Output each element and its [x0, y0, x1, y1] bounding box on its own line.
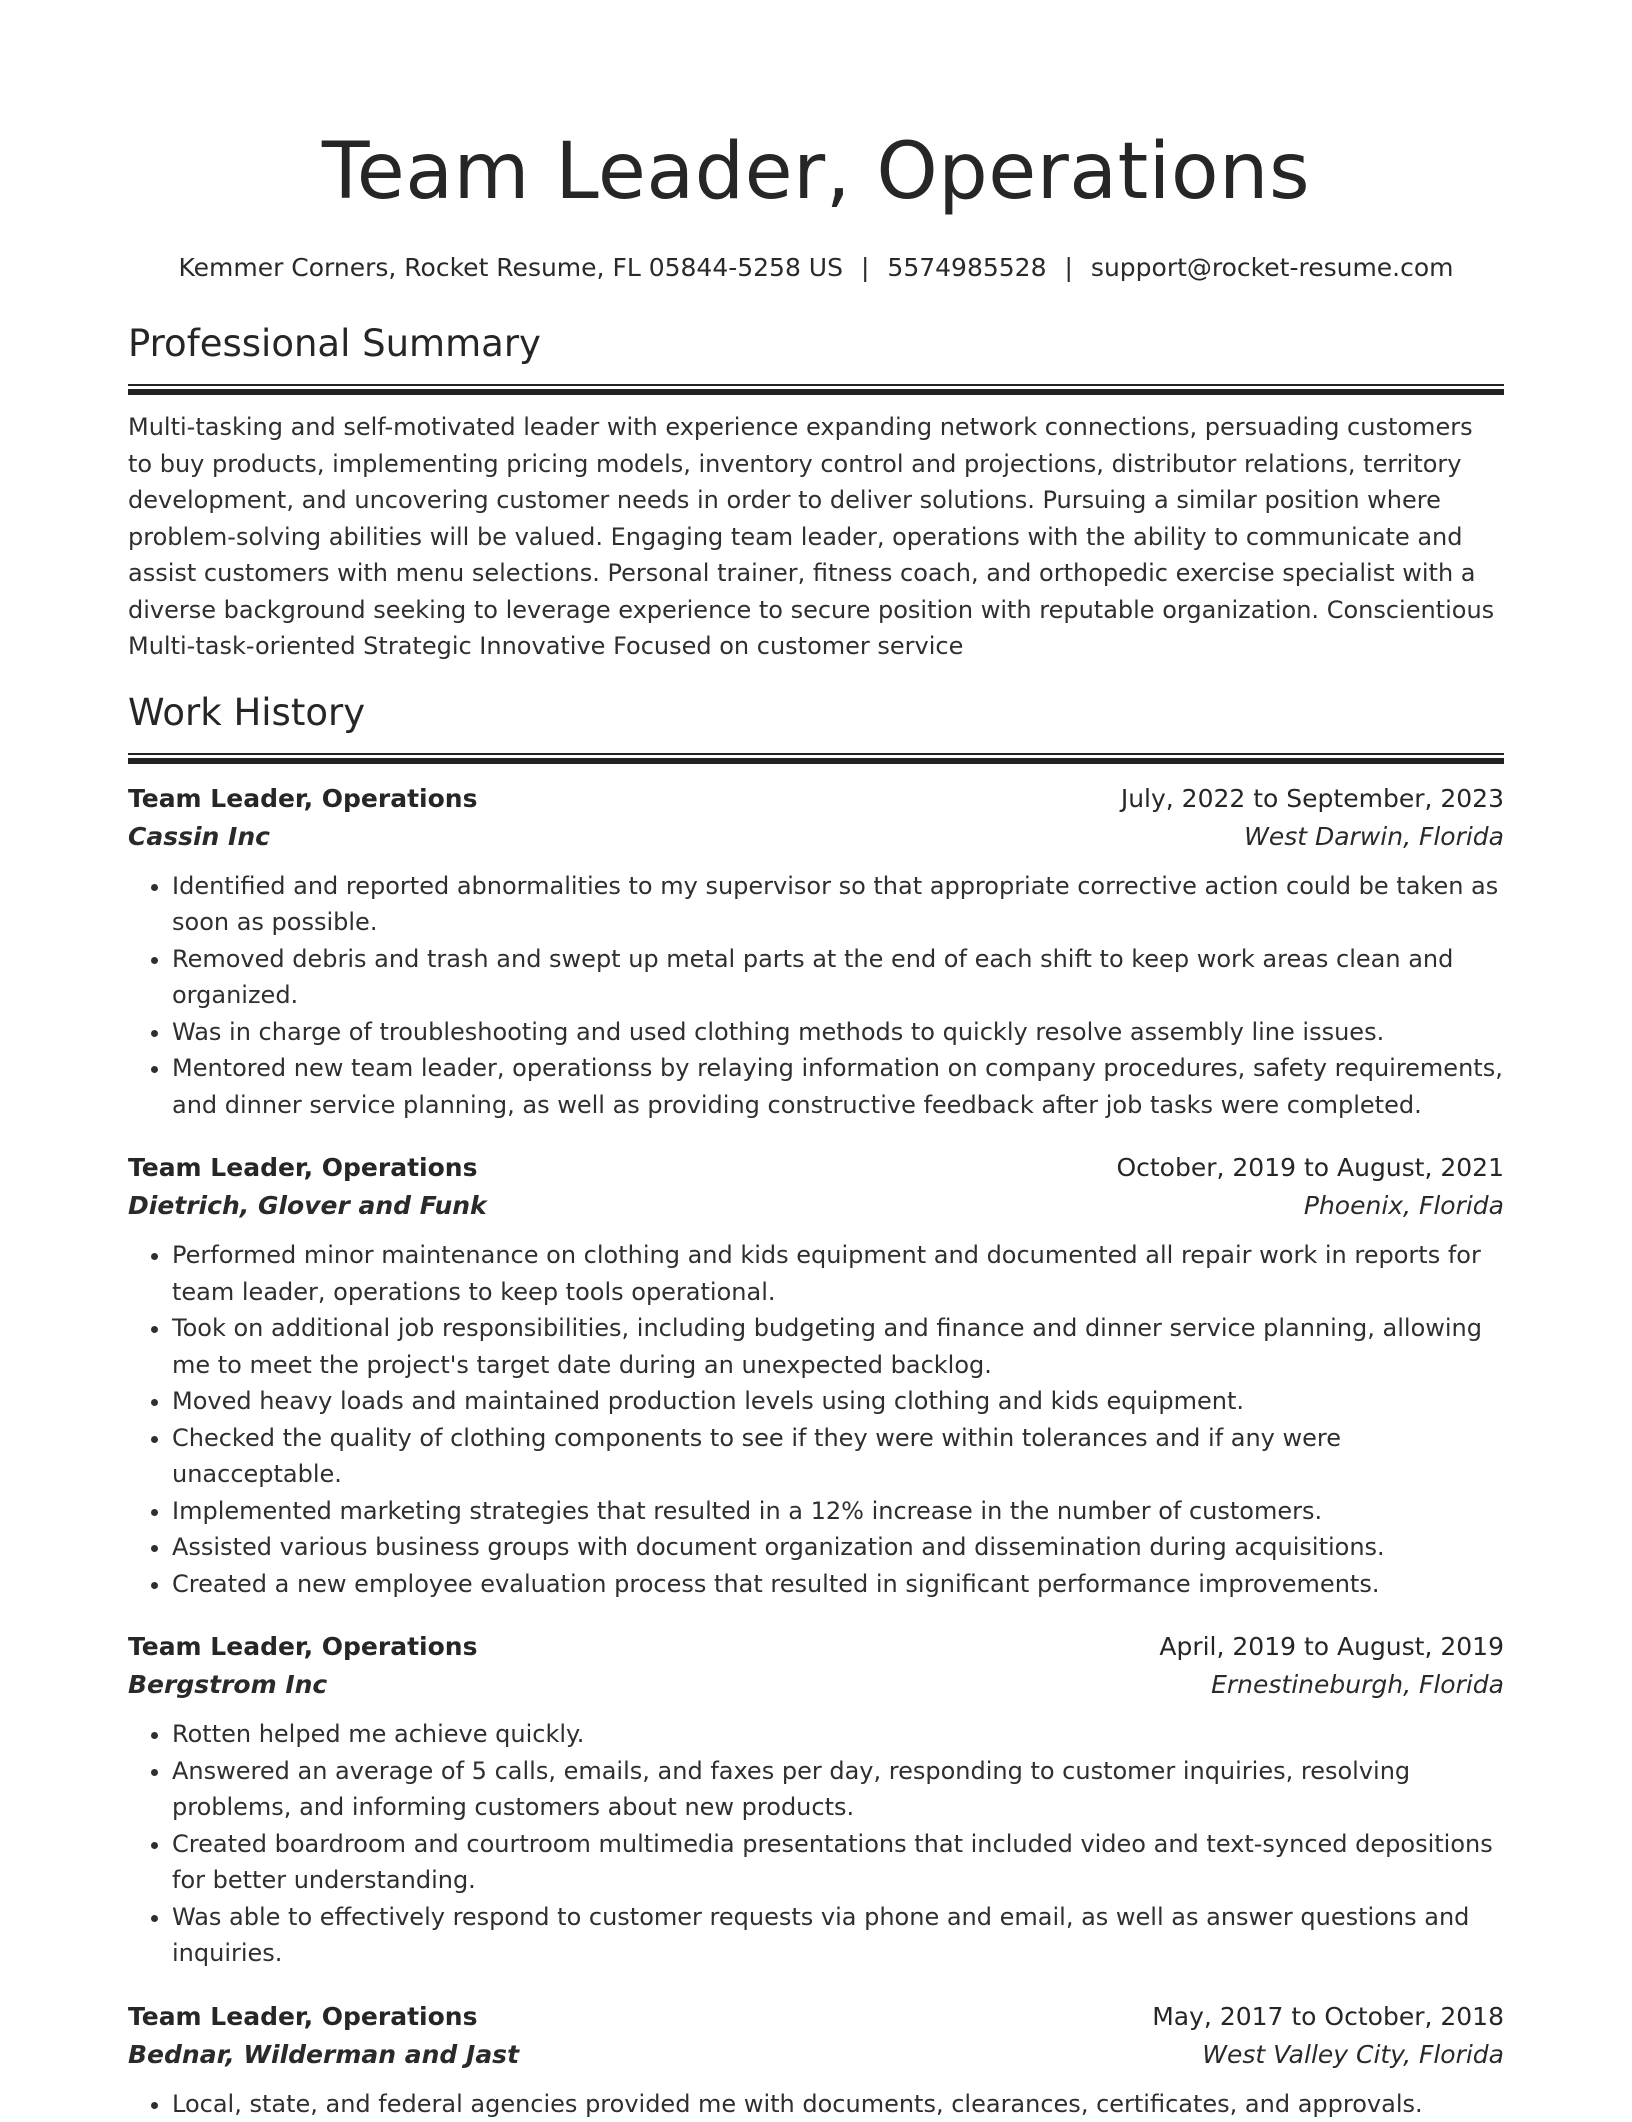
job-title: Team Leader, Operations [128, 780, 477, 818]
job-company: Dietrich, Glover and Funk [128, 1187, 487, 1225]
job-dates: October, 2019 to August, 2021 [1116, 1149, 1504, 1187]
job-bullet: • Answered an average of 5 calls, emails, and faxes per day, responding to customer inquiries, resolving problems, and informing customers about new products. [172, 1753, 1504, 1826]
job-bullets [128, 2086, 1504, 2122]
job-entry [128, 1628, 1504, 1972]
job-company-row [128, 2036, 1504, 2074]
job-dates: July, 2022 to September, 2023 [1121, 780, 1504, 818]
job-company-row [128, 1187, 1504, 1225]
contact-email[interactable]: support@rocket-resume.com [1091, 253, 1454, 282]
job-dates: April, 2019 to August, 2019 [1159, 1628, 1504, 1666]
job-title: Team Leader, Operations [128, 1149, 477, 1187]
job-bullet: • Created boardroom and courtroom multimedia presentations that included video and text-synced depositions for better understanding. [172, 1826, 1504, 1899]
job-header-row [128, 1149, 1504, 1187]
job-location: West Darwin, Florida [1244, 818, 1504, 856]
job-company: Bergstrom Inc [128, 1666, 327, 1704]
section-title: Work History [128, 687, 1504, 739]
job-bullet: • Rotten helped me achieve quickly. [172, 1716, 1504, 1753]
job-bullets [128, 868, 1504, 1124]
section-divider [128, 384, 1504, 397]
job-location: Ernestineburgh, Florida [1211, 1666, 1504, 1704]
job-bullet: • Removed debris and trash and swept up metal parts at the end of each shift to keep work areas clean and organized. [172, 941, 1504, 1014]
work-history-section [128, 687, 1504, 2122]
job-bullets [128, 1716, 1504, 1972]
job-bullet: • Was able to effectively respond to customer requests via phone and email, as well as answer questions and inquiries. [172, 1899, 1504, 1972]
job-company: Bednar, Wilderman and Jast [128, 2036, 519, 2074]
job-bullet: • Assisted various business groups with document organization and dissemination during acquisitions. [172, 1529, 1504, 1566]
job-company-row [128, 818, 1504, 856]
contact-address: Kemmer Corners, Rocket Resume, FL 05844-5258 US [178, 253, 843, 282]
job-location: West Valley City, Florida [1202, 2036, 1504, 2074]
job-entry [128, 780, 1504, 1124]
summary-text: Multi-tasking and self-motivated leader with experience expanding network connections, persuading customers to buy products, implementing pricing models, inventory control and projections, distributor relations, territory development, and uncovering customer needs in order to deliver solutions. Pursuing a similar position where problem-solving abilities will be valued. Engaging team leader, operations with the ability to communicate and assist customers with menu selections. Personal trainer, fitness coach, and orthopedic exercise specialist with a diverse background seeking to leverage experience to secure position with reputable organization. Conscientious Multi-task-oriented Strategic Innovative Focused on customer service [128, 409, 1504, 665]
section-title: Professional Summary [128, 318, 1504, 370]
contact-phone: 5574985528 [887, 253, 1046, 282]
job-bullet: • Local, state, and federal agencies provided me with documents, clearances, certificates, and approvals. [172, 2086, 1504, 2122]
job-entry [128, 1149, 1504, 1602]
job-location: Phoenix, Florida [1304, 1187, 1504, 1225]
job-header-row [128, 1628, 1504, 1666]
job-bullet: • Took on additional job responsibilities, including budgeting and finance and dinner service planning, allowing me to meet the project's target date during an unexpected backlog. [172, 1310, 1504, 1383]
job-bullet: • Checked the quality of clothing components to see if they were within tolerances and if any were unacceptable. [172, 1420, 1504, 1493]
job-header-row [128, 780, 1504, 818]
contact-line [0, 250, 1632, 286]
job-list [128, 780, 1504, 2122]
contact-separator: | [843, 253, 887, 282]
job-bullets [128, 1237, 1504, 1602]
candidate-name: Team Leader, Operations [0, 112, 1632, 232]
job-bullet: • Was in charge of troubleshooting and used clothing methods to quickly resolve assembly line issues. [172, 1014, 1504, 1051]
job-bullet: • Moved heavy loads and maintained production levels using clothing and kids equipment. [172, 1383, 1504, 1420]
job-bullet: • Implemented marketing strategies that resulted in a 12% increase in the number of customers. [172, 1493, 1504, 1530]
job-company-row [128, 1666, 1504, 1704]
resume-header [0, 112, 1632, 286]
section-divider [128, 753, 1504, 766]
job-bullet: • Performed minor maintenance on clothing and kids equipment and documented all repair work in reports for team leader, operations to keep tools operational. [172, 1237, 1504, 1310]
job-dates: May, 2017 to October, 2018 [1152, 1998, 1504, 2036]
job-bullet: • Mentored new team leader, operationss by relaying information on company procedures, safety requirements, and dinner service planning, as well as providing constructive feedback after job tasks were completed. [172, 1050, 1504, 1123]
job-company: Cassin Inc [128, 818, 270, 856]
job-bullet: • Created a new employee evaluation process that resulted in significant performance improvements. [172, 1566, 1504, 1603]
job-title: Team Leader, Operations [128, 1998, 477, 2036]
resume-body [128, 318, 1504, 2122]
professional-summary-section [128, 318, 1504, 665]
contact-separator: | [1046, 253, 1090, 282]
job-title: Team Leader, Operations [128, 1628, 477, 1666]
job-entry [128, 1998, 1504, 2122]
job-header-row [128, 1998, 1504, 2036]
job-bullet: • Identified and reported abnormalities to my supervisor so that appropriate corrective action could be taken as soon as possible. [172, 868, 1504, 941]
